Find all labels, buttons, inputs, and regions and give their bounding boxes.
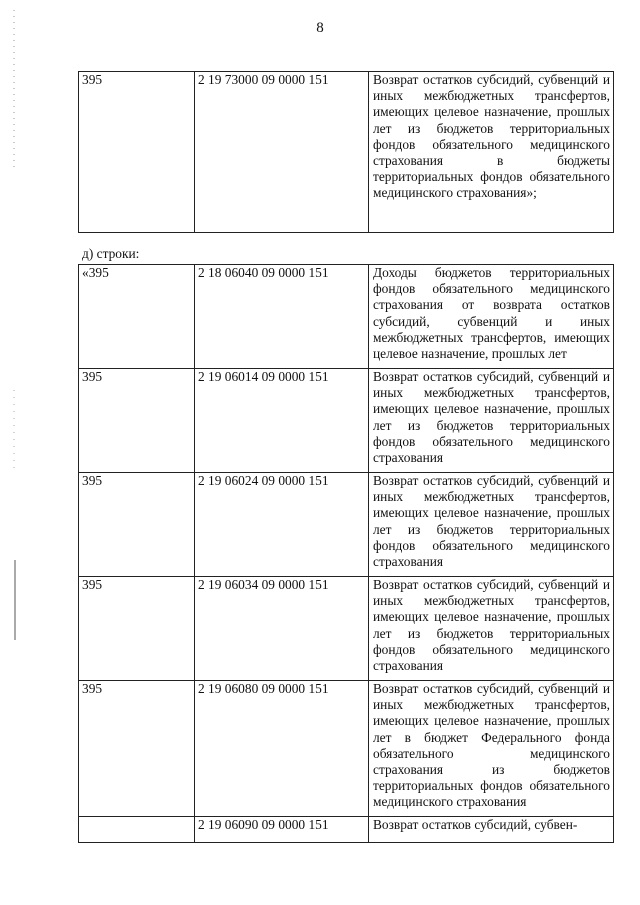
description-cell: Возврат остатков субсидий, субвен- (369, 817, 614, 843)
table-row (79, 72, 614, 233)
description-cell: Возврат остатков субсидий, субвенций и иных межбюджетных трансфертов, имеющих целевое назначение, прошлых лет из бюджетов территориальных фондов обязательного медицинского страхования (369, 577, 614, 681)
classification-table-top (78, 71, 614, 233)
description-cell: Доходы бюджетов территориальных фондов обязательного медицинского страхования от возврата остатков субсидий, субвенций и иных межбюджетных трансфертов, имеющих целевое назначение, прошлых лет (369, 265, 614, 369)
admin-code-cell: 395 (79, 577, 195, 681)
description-cell: Возврат остатков субсидий, субвенций и иных межбюджетных трансфертов, имеющих целевое назначение, прошлых лет из бюджетов территориальных фондов обязательного медицинского страхования (369, 473, 614, 577)
admin-code-cell (79, 817, 195, 843)
table-row (79, 577, 614, 681)
table-row (79, 369, 614, 473)
budget-code-cell: 2 19 73000 09 0000 151 (195, 72, 369, 233)
budget-code-cell: 2 19 06080 09 0000 151 (195, 681, 369, 817)
budget-code-cell: 2 19 06014 09 0000 151 (195, 369, 369, 473)
admin-code-cell: 395 (79, 369, 195, 473)
budget-code-cell: 2 19 06090 09 0000 151 (195, 817, 369, 843)
description-cell: Возврат остатков субсидий, субвенций и иных межбюджетных трансфертов, имеющих целевое назначение, прошлых лет из бюджетов территориальных фондов обязательного медицинского страхования (369, 369, 614, 473)
table-row (79, 265, 614, 369)
table-row (79, 681, 614, 817)
admin-code-cell: «395 (79, 265, 195, 369)
budget-code-cell: 2 18 06040 09 0000 151 (195, 265, 369, 369)
classification-table-main (78, 264, 614, 843)
section-label: д) строки: (82, 246, 140, 261)
description-cell: Возврат остатков субсидий, субвенций и иных межбюджетных трансфертов, имеющих целевое назначение, прошлых лет из бюджетов территориальных фондов обязательного медицинского страхования в бюджеты территориальных фондов обязательного медицинского страхования»; (369, 72, 614, 233)
scan-binding-marks (4, 0, 24, 905)
admin-code-cell: 395 (79, 473, 195, 577)
budget-code-cell: 2 19 06024 09 0000 151 (195, 473, 369, 577)
table-row (79, 473, 614, 577)
admin-code-cell: 395 (79, 681, 195, 817)
budget-code-cell: 2 19 06034 09 0000 151 (195, 577, 369, 681)
admin-code-cell: 395 (79, 72, 195, 233)
description-cell: Возврат остатков субсидий, субвенций и иных межбюджетных трансфертов, имеющих целевое назначение, прошлых лет в бюджет Федерального фонда обязательного медицинского страхования из бюджетов территориальных фондов обязательного медицинского страхования (369, 681, 614, 817)
table-row (79, 817, 614, 843)
page-number: 8 (316, 20, 324, 36)
